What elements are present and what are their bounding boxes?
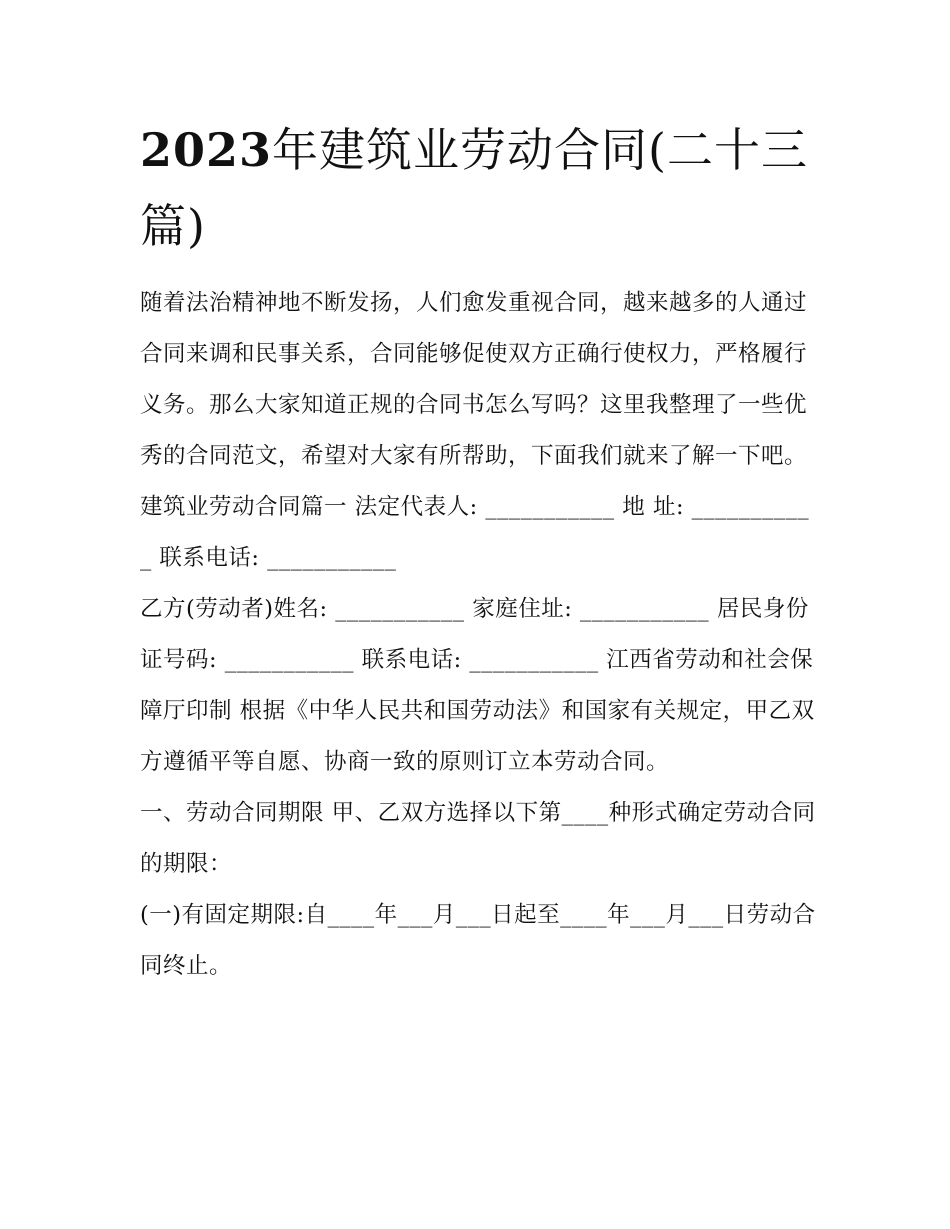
party-a-info-paragraph: 建筑业劳动合同篇一 法定代表人: ___________ 地 址: ___________ 联系电话: ___________ xyxy=(140,494,810,571)
party-b-info-paragraph: 乙方(劳动者)姓名: ___________ 家庭住址: ___________ 居民身份证号码: ___________ 联系电话: ___________ 江西省劳动和社会保障厅印制 根据《中华人民共和国劳动法》和国家有关规定，甲乙双方遵循平等自愿、协商一致的原则订立本劳动合同。 xyxy=(140,596,815,775)
intro-paragraph: 随着法治精神地不断发扬，人们愈发重视合同，越来越多的人通过合同来调和民事关系，合同能够促使双方正确行使权力，严格履行义务。那么大家知道正规的合同书怎么写吗？这里我整理了一些优秀的合同范文，希望对大家有所帮助，下面我们就来了解一下吧。 xyxy=(140,290,808,469)
document-title xyxy=(140,112,820,264)
title-text: 年建筑业劳动合同(二十三篇) xyxy=(140,123,808,253)
document-body xyxy=(140,278,820,992)
contract-term-heading-paragraph: 一、劳动合同期限 甲、乙双方选择以下第____种形式确定劳动合同的期限： xyxy=(140,800,816,877)
fixed-term-paragraph: (一)有固定期限:自____年___月___日起至____年___月___日劳动合同终止。 xyxy=(140,902,816,979)
title-year: 2023 xyxy=(140,123,273,177)
